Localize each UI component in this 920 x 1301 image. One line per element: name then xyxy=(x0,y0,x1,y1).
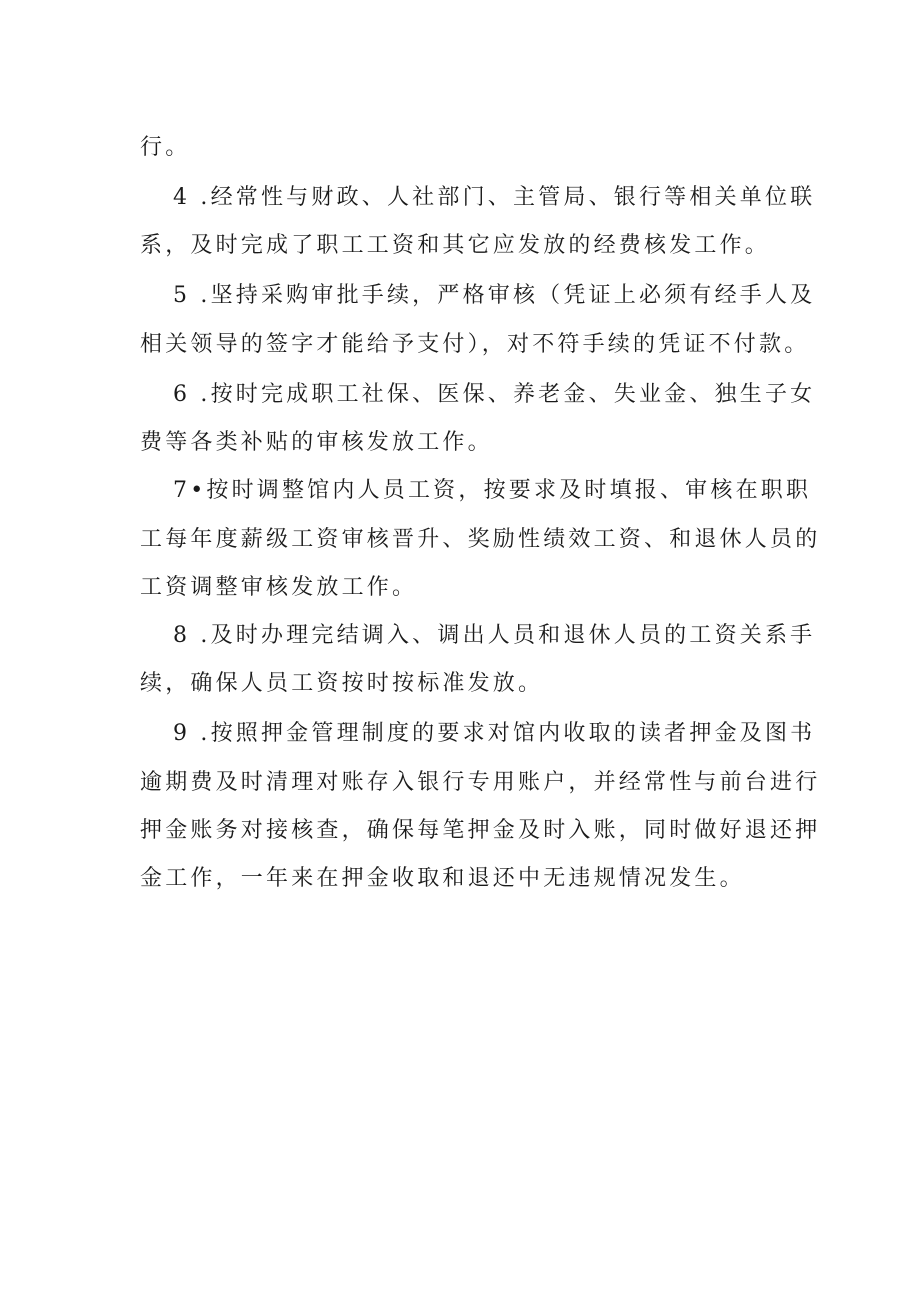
paragraph-line: 系，及时完成了职工工资和其它应发放的经费核发工作。 xyxy=(140,233,771,258)
paragraph-line: 续，确保人员工资按时按标准发放。 xyxy=(140,671,544,696)
paragraph-line: 工每年度薪级工资审核晋升、奖励性绩效工资、和退休人员的 xyxy=(140,527,821,552)
paragraph-line: 行。 xyxy=(140,135,191,160)
paragraph-line: 工资调整审核发放工作。 xyxy=(140,575,418,600)
paragraph-line: 5 .坚持采购审批手续，严格审核（凭证上必须有经手人及 xyxy=(173,283,816,308)
paragraph-line: 逾期费及时清理对账存入银行专用账户，并经常性与前台进行 xyxy=(140,770,821,795)
paragraph-line: 9 .按照押金管理制度的要求对馆内收取的读者押金及图书 xyxy=(173,721,816,746)
paragraph-line: 7•按时调整馆内人员工资，按要求及时填报、审核在职职 xyxy=(173,478,812,503)
paragraph-line: 4 .经常性与财政、人社部门、主管局、银行等相关单位联 xyxy=(173,185,816,210)
paragraph-line: 相关领导的签字才能给予支付），对不符手续的凭证不付款。 xyxy=(140,332,810,357)
paragraph-line: 6 .按时完成职工社保、医保、养老金、失业金、独生子女 xyxy=(173,382,816,407)
paragraph-line: 金工作，一年来在押金收取和退还中无违规情况发生。 xyxy=(140,866,745,891)
paragraph-line: 8 .及时办理完结调入、调出人员和退休人员的工资关系手 xyxy=(173,623,816,648)
paragraph-line: 费等各类补贴的审核发放工作。 xyxy=(140,430,493,455)
paragraph-line: 押金账务对接核查，确保每笔押金及时入账，同时做好退还押 xyxy=(140,818,821,843)
